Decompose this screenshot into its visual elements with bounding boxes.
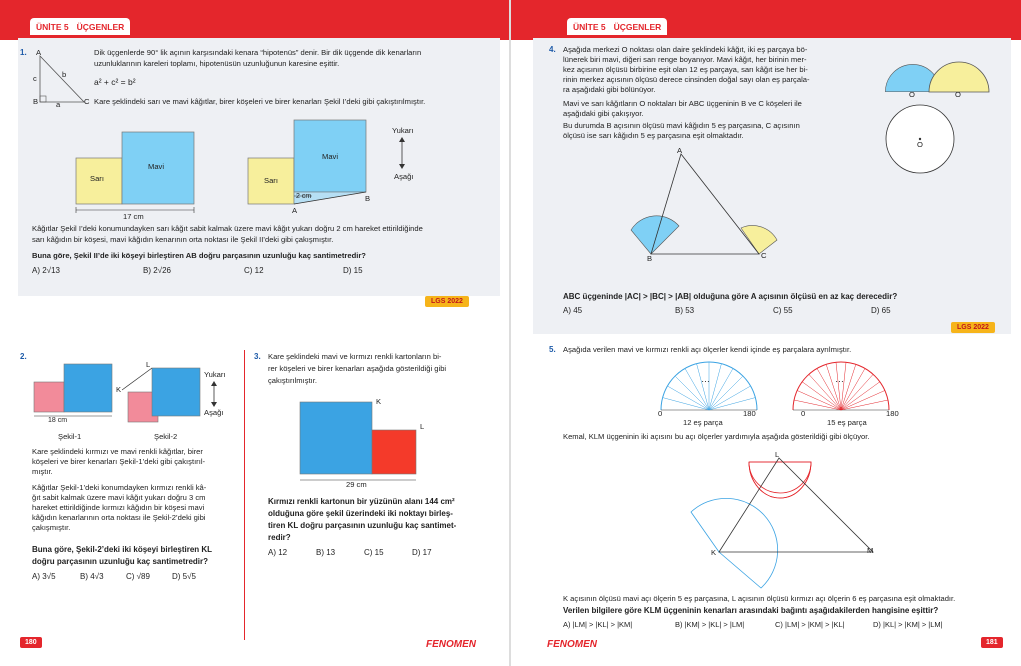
protractor-ray bbox=[797, 390, 841, 410]
q4-blue-center-o: O bbox=[909, 90, 915, 99]
q5-point-m: M bbox=[867, 546, 874, 555]
q4-option-a[interactable]: A) 45 bbox=[563, 306, 583, 315]
q2-option-b[interactable]: B) 4√3 bbox=[80, 572, 104, 581]
q4-line-1: lünerek biri mavi, diğeri sarı renge boyanıyor. Mavi kâğıt, her birinin mer- bbox=[563, 55, 807, 64]
q2-sekil2: Şekil-2 bbox=[154, 432, 178, 441]
q1-option-b[interactable]: B) 2√26 bbox=[143, 266, 171, 275]
lgs-badge: LGS 2022 bbox=[951, 322, 995, 333]
question-number: 4. bbox=[549, 45, 556, 54]
protractor-ray bbox=[841, 390, 885, 410]
q4-triangle-figure bbox=[629, 142, 789, 268]
q3-29cm: 29 cm bbox=[346, 480, 367, 489]
q1-option-d[interactable]: D) 15 bbox=[343, 266, 363, 275]
protractor-ray bbox=[697, 364, 709, 410]
q3-option-a[interactable]: A) 12 bbox=[268, 548, 288, 557]
q3-point-k: K bbox=[376, 397, 382, 406]
q3-question-4: redir? bbox=[268, 533, 291, 542]
q2-line-5: hareket ettirildiğinde kırmızı kâğıdın bir köşesi mavi bbox=[32, 503, 205, 512]
fig2-point-b: B bbox=[365, 194, 371, 203]
q4-option-d[interactable]: D) 65 bbox=[871, 306, 891, 315]
publisher-logo: FENOMEN bbox=[547, 639, 597, 650]
q1-body-2: sarı kâğıdın bir köşesi, mavi kâğıdın kenarının orta noktası ile Şekil II’deki gibi çakışmıştır. bbox=[32, 235, 334, 244]
q1-formula: a² + c² = b² bbox=[94, 77, 136, 87]
q5-triangle-figure bbox=[687, 448, 887, 590]
q2-line-1: köşeleri ve birer kenarları Şekil-1’deki gibi çakıştırıl- bbox=[32, 457, 206, 466]
q5-red-180: 180 bbox=[886, 409, 899, 418]
q4-option-c[interactable]: C) 55 bbox=[773, 306, 793, 315]
q2-option-c[interactable]: C) √89 bbox=[126, 572, 150, 581]
q3-option-b[interactable]: B) 13 bbox=[316, 548, 336, 557]
q5-option-c[interactable]: C) |LM| > |KM| > |KL| bbox=[775, 620, 845, 629]
q3-line-0: Kare şeklindeki mavi ve kırmızı renkli kartonların bi- bbox=[268, 352, 442, 361]
q4-question: ABC üçgeninde |AC| > |BC| > |AB| olduğuna göre A açısının ölçüsü en az kaç derecedir? bbox=[563, 292, 898, 301]
q3-question-1: Kırmızı renkli kartonun bir yüzünün alanı 144 cm² bbox=[268, 497, 455, 506]
q4-line-3: rinin merkez açısının ölçüsü derece cinsinden doğal sayı olan eş parçala- bbox=[563, 75, 810, 84]
q4-full-circle bbox=[883, 102, 957, 176]
fig2-2cm: 2 cm bbox=[296, 193, 312, 200]
svg-text:…: … bbox=[835, 374, 844, 384]
tri-label-b-vertex: B bbox=[33, 97, 39, 106]
q1-option-a[interactable]: A) 2√13 bbox=[32, 266, 60, 275]
svg-text:…: … bbox=[701, 374, 710, 384]
fig1-17cm: 17 cm bbox=[123, 212, 144, 221]
publisher-logo: FENOMEN bbox=[426, 639, 476, 650]
q2-line-6: kâğıdın kenarlarının orta noktası ile Şekil-2’deki gibi bbox=[32, 513, 206, 522]
tri-side-a: a bbox=[56, 100, 61, 109]
q2-line-3: Kâğıtlar Şekil-1’deki konumdayken kırmızı renkli kâ- bbox=[32, 483, 207, 492]
q3-point-l: L bbox=[420, 422, 425, 431]
q2-point-l: L bbox=[146, 360, 151, 369]
q2-line-0: Kare şeklindeki kırmızı ve mavi renkli kâğıtlar, birer bbox=[32, 447, 203, 456]
q1-intro-1: Dik üçgenlerde 90° lik açının karşısındaki kenara “hipotenüs” denir. Bir dik üçgende dik kenarların bbox=[94, 48, 422, 57]
q3-question-3: tiren KL doğru parçasının uzunluğu kaç santimet- bbox=[268, 521, 457, 530]
q3-line-2: çakıştırılmıştır. bbox=[268, 376, 317, 385]
protractor-ray bbox=[709, 376, 743, 410]
q4-line-5: Mavi ve sarı kâğıtların O noktaları bir ABC üçgeninin B ve C köşeleri ile bbox=[563, 99, 802, 108]
question-number: 3. bbox=[254, 352, 261, 361]
page-number: 180 bbox=[20, 637, 42, 648]
question-number: 5. bbox=[549, 345, 556, 354]
q5-blue-180: 180 bbox=[743, 409, 756, 418]
q4-line-0: Aşağıda merkezi O noktası olan daire şeklindeki kâğıt, iki eş parçaya bö- bbox=[563, 45, 808, 54]
unit-tab bbox=[567, 18, 667, 35]
q2-18cm: 18 cm bbox=[48, 417, 68, 424]
q2-up-down-arrow-icon bbox=[210, 380, 218, 408]
fig2-point-a: A bbox=[292, 206, 298, 215]
q2-question-1: Buna göre, Şekil-2’deki iki köşeyi birleştiren KL bbox=[32, 545, 213, 554]
protractor-ray bbox=[841, 374, 873, 410]
q5-body-2: K açısının ölçüsü mavi açı ölçerin 5 eş parçasına, L açısının ölçüsü kırmızı açı ölçerin 6 eş parçasına eşit olmaktadır. bbox=[563, 594, 956, 603]
q3-figure bbox=[296, 398, 426, 486]
q2-option-a[interactable]: A) 3√5 bbox=[32, 572, 56, 581]
tri-side-c: c bbox=[33, 74, 37, 83]
q4-half-discs bbox=[873, 50, 1003, 102]
q1-intro-3: Kare şeklindeki sarı ve mavi kâğıtlar, birer köşeleri ve birer kenarları Şekil I’deki gibi çakıştırılmıştır. bbox=[94, 97, 426, 106]
q1-question: Buna göre, Şekil II’de iki köşeyi birleştiren AB doğru parçasının uzunluğu kaç santimetredir? bbox=[32, 251, 366, 260]
column-divider bbox=[244, 350, 245, 640]
fig1-mavi-label: Mavi bbox=[148, 162, 165, 171]
q2-up-label: Yukarı bbox=[204, 370, 226, 379]
q5-red-parts-label: 15 eş parça bbox=[827, 418, 867, 427]
q3-option-d[interactable]: D) 17 bbox=[412, 548, 432, 557]
up-down-arrow-icon bbox=[398, 136, 406, 170]
q2-line-7: çakışmıştır. bbox=[32, 523, 71, 532]
q1-option-c[interactable]: C) 12 bbox=[244, 266, 264, 275]
direction-up-label: Yukarı bbox=[392, 126, 414, 135]
protractor-ray bbox=[709, 386, 751, 410]
tri-side-b: b bbox=[62, 70, 67, 79]
q4-line-7: Bu durumda B açısının ölçüsü mavi kâğıdın 5 eş parçasına, C açısının bbox=[563, 121, 800, 130]
figure-2 bbox=[240, 116, 380, 216]
q1-intro-2: uzunluklarının kareleri toplamı, hipotenüsün uzunluğunun karesine eşittir. bbox=[94, 59, 340, 68]
q2-down-label: Aşağı bbox=[204, 408, 224, 417]
q5-body: Kemal, KLM üçgeninin iki açısını bu açı ölçerler yardımıyla aşağıda gösterildiği gibi ölçüyor. bbox=[563, 432, 870, 441]
q5-protractors bbox=[655, 358, 895, 414]
protractor-ray bbox=[667, 386, 709, 410]
q5-question: Verilen bilgilere göre KLM üçgeninin kenarları arasındaki bağıntı aşağıdakilerden hangisine eşittir? bbox=[563, 606, 939, 615]
q5-point-l: L bbox=[775, 450, 780, 459]
page-number: 181 bbox=[981, 637, 1003, 648]
q5-point-k: K bbox=[711, 548, 717, 557]
question-number: 2. bbox=[20, 352, 27, 361]
q5-blue-zero: 0 bbox=[658, 409, 663, 418]
q4-point-a: A bbox=[677, 146, 683, 155]
q5-option-d[interactable]: D) |KL| > |KM| > |LM| bbox=[873, 620, 943, 629]
q4-line-6: aşağıdaki gibi çakışıyor. bbox=[563, 109, 644, 118]
q3-option-c[interactable]: C) 15 bbox=[364, 548, 384, 557]
tri-label-c-vertex: C bbox=[84, 97, 90, 106]
protractor-ray bbox=[663, 398, 709, 410]
q3-line-1: rer köşeleri ve birer kenarları aşağıda gösterildiği gibi bbox=[268, 364, 447, 373]
q2-point-k: K bbox=[116, 385, 122, 394]
protractor-ray bbox=[709, 364, 721, 410]
q4-yellow-center-o: O bbox=[955, 90, 961, 99]
question-number: 1. bbox=[20, 48, 27, 57]
q2-sekil1: Şekil-1 bbox=[58, 432, 82, 441]
q5-intro: Aşağıda verilen mavi ve kırmızı renkli açı ölçerler kendi içinde eş parçalara ayrılmıştır. bbox=[563, 345, 852, 354]
q5-red-zero: 0 bbox=[801, 409, 806, 418]
q5-option-b[interactable]: B) |KM| > |KL| > |LM| bbox=[675, 620, 745, 629]
q2-line-4: ğıt sabit kalmak üzere mavi kâğıt yukarı doğru 3 cm bbox=[32, 493, 206, 502]
lgs-badge: LGS 2022 bbox=[425, 296, 469, 307]
q2-question-2: doğru parçasının uzunluğu kaç santimetredir? bbox=[32, 557, 209, 566]
q2-line-2: mıştır. bbox=[32, 467, 53, 476]
q1-body-1: Kâğıtlar Şekil I’deki konumundayken sarı kâğıt sabit kalmak üzere mavi kâğıt yukarı doğru 2 cm hareket ettirildiğinde bbox=[32, 224, 423, 233]
q4-option-b[interactable]: B) 53 bbox=[675, 306, 695, 315]
unit-name: ÜÇGENLER bbox=[613, 21, 662, 32]
direction-down-label: Aşağı bbox=[394, 172, 414, 181]
q4-point-b: B bbox=[647, 254, 653, 263]
fig2-mavi-label: Mavi bbox=[322, 152, 339, 161]
q4-line-8: ölçüsü ise sarı kâğıdın 5 eş parçasına eşit olmaktadır. bbox=[563, 131, 744, 140]
q3-question-2: olduğuna göre şekil üzerindeki iki noktayı birleş- bbox=[268, 509, 453, 518]
q2-option-d[interactable]: D) 5√5 bbox=[172, 572, 196, 581]
fig2-sari-label: Sarı bbox=[264, 176, 278, 185]
q4-point-c: C bbox=[761, 251, 767, 260]
q4-line-4: ra aşağıdaki gibi bölünüyor. bbox=[563, 85, 656, 94]
tri-label-a-vertex: A bbox=[36, 48, 42, 57]
left-page bbox=[0, 0, 509, 666]
q5-option-a[interactable]: A) |LM| > |KL| > |KM| bbox=[563, 620, 633, 629]
right-page bbox=[511, 0, 1021, 666]
q4-line-2: kez açısının ölçüsü birbirine eşit olan 12 eş parçaya, sarı kâğıt ise her bi- bbox=[563, 65, 808, 74]
unit-tab bbox=[30, 18, 130, 35]
fig1-sari-label: Sarı bbox=[90, 174, 104, 183]
q5-blue-parts-label: 12 eş parça bbox=[683, 418, 723, 427]
unit-name: ÜÇGENLER bbox=[76, 21, 125, 32]
unit-number: ÜNİTE 5 bbox=[573, 21, 606, 32]
q4-circle-center-o: O bbox=[917, 140, 923, 149]
unit-number: ÜNİTE 5 bbox=[36, 21, 69, 32]
protractor-ray bbox=[709, 368, 733, 410]
